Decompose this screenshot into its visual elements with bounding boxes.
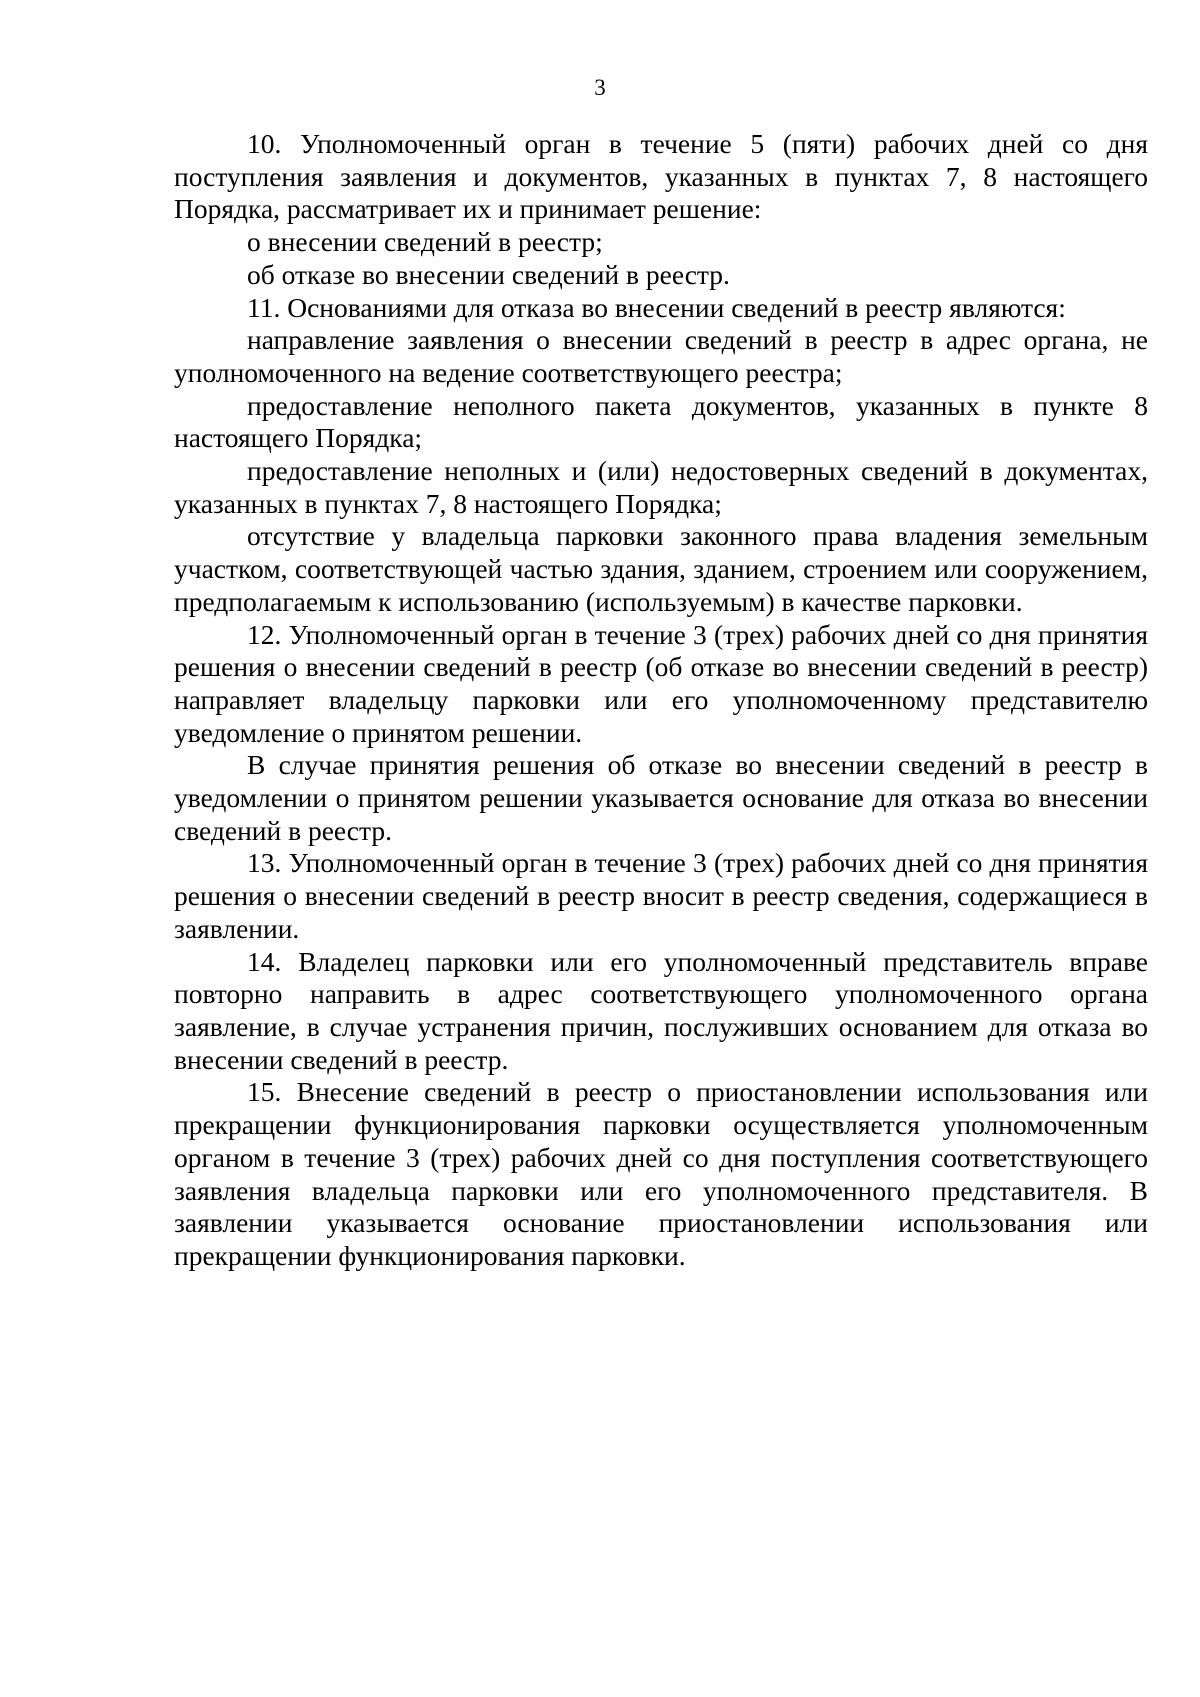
document-body <box>174 128 1148 1273</box>
paragraph-decision-include: о внесении сведений в реестр; <box>247 226 603 258</box>
paragraph-ground-incomplete-package: предоставление неполного пакета документов, указанных в пункте 8 настоящего Порядка; <box>174 389 1148 454</box>
paragraph-ground-incomplete-info: предоставление неполных и (или) недостоверных сведений в документах, указанных в пунктах 7, 8 настоящего Порядка; <box>174 455 1148 519</box>
paragraph-12: 12. Уполномоченный орган в течение 3 (трех) рабочих дней со дня принятия решения о внесении сведений в реестр (об отказе во внесении сведений в реестр) направляет владельцу парковки или его уполномоченному представителю уведомление о принятом решении. <box>174 618 1148 748</box>
page-number: 3 <box>594 75 606 100</box>
paragraph-ground-wrong-authority: направление заявления о внесении сведений в реестр в адрес органа, не уполномоченного на ведение соответствующего реестра; <box>174 324 1148 388</box>
paragraph-decision-refuse: об отказе во внесении сведений в реестр. <box>247 258 730 290</box>
paragraph-10: 10. Уполномоченный орган в течение 5 (пяти) рабочих дней со дня поступления заявления и документов, указанных в пунктах 7, 8 настоящего Порядка, рассматривает их и принимает решение: <box>174 128 1148 225</box>
paragraph-13: 13. Уполномоченный орган в течение 3 (трех) рабочих дней со дня принятия решения о внесении сведений в реестр вносит в реестр сведения, содержащиеся в заявлении. <box>174 847 1148 944</box>
paragraph-12-refusal: В случае принятия решения об отказе во внесении сведений в реестр в уведомлении о принятом решении указывается основание для отказа во внесении сведений в реестр. <box>174 749 1148 846</box>
paragraph-14: 14. Владелец парковки или его уполномоченный представитель вправе повторно направить в адрес соответствующего уполномоченного органа заявление, в случае устранения причин, послуживших основанием для отказа во внесении сведений в реестр. <box>174 945 1148 1075</box>
paragraph-15: 15. Внесение сведений в реестр о приостановлении использования или прекращении функционирования парковки осуществляется уполномоченным органом в течение 3 (трех) рабочих дней со дня поступления соответствующего заявления владельца парковки или его уполномоченного представителя. В заявлении указывается основание приостановлении использования или прекращении функционирования парковки. <box>174 1076 1148 1271</box>
paragraph-11: 11. Основаниями для отказа во внесении сведений в реестр являются: <box>247 291 1066 323</box>
paragraph-ground-no-rights: отсутствие у владельца парковки законного права владения земельным участком, соответствующей частью здания, зданием, строением или сооружением, предполагаемым к использованию (используемым) в качестве парковки. <box>174 520 1148 617</box>
